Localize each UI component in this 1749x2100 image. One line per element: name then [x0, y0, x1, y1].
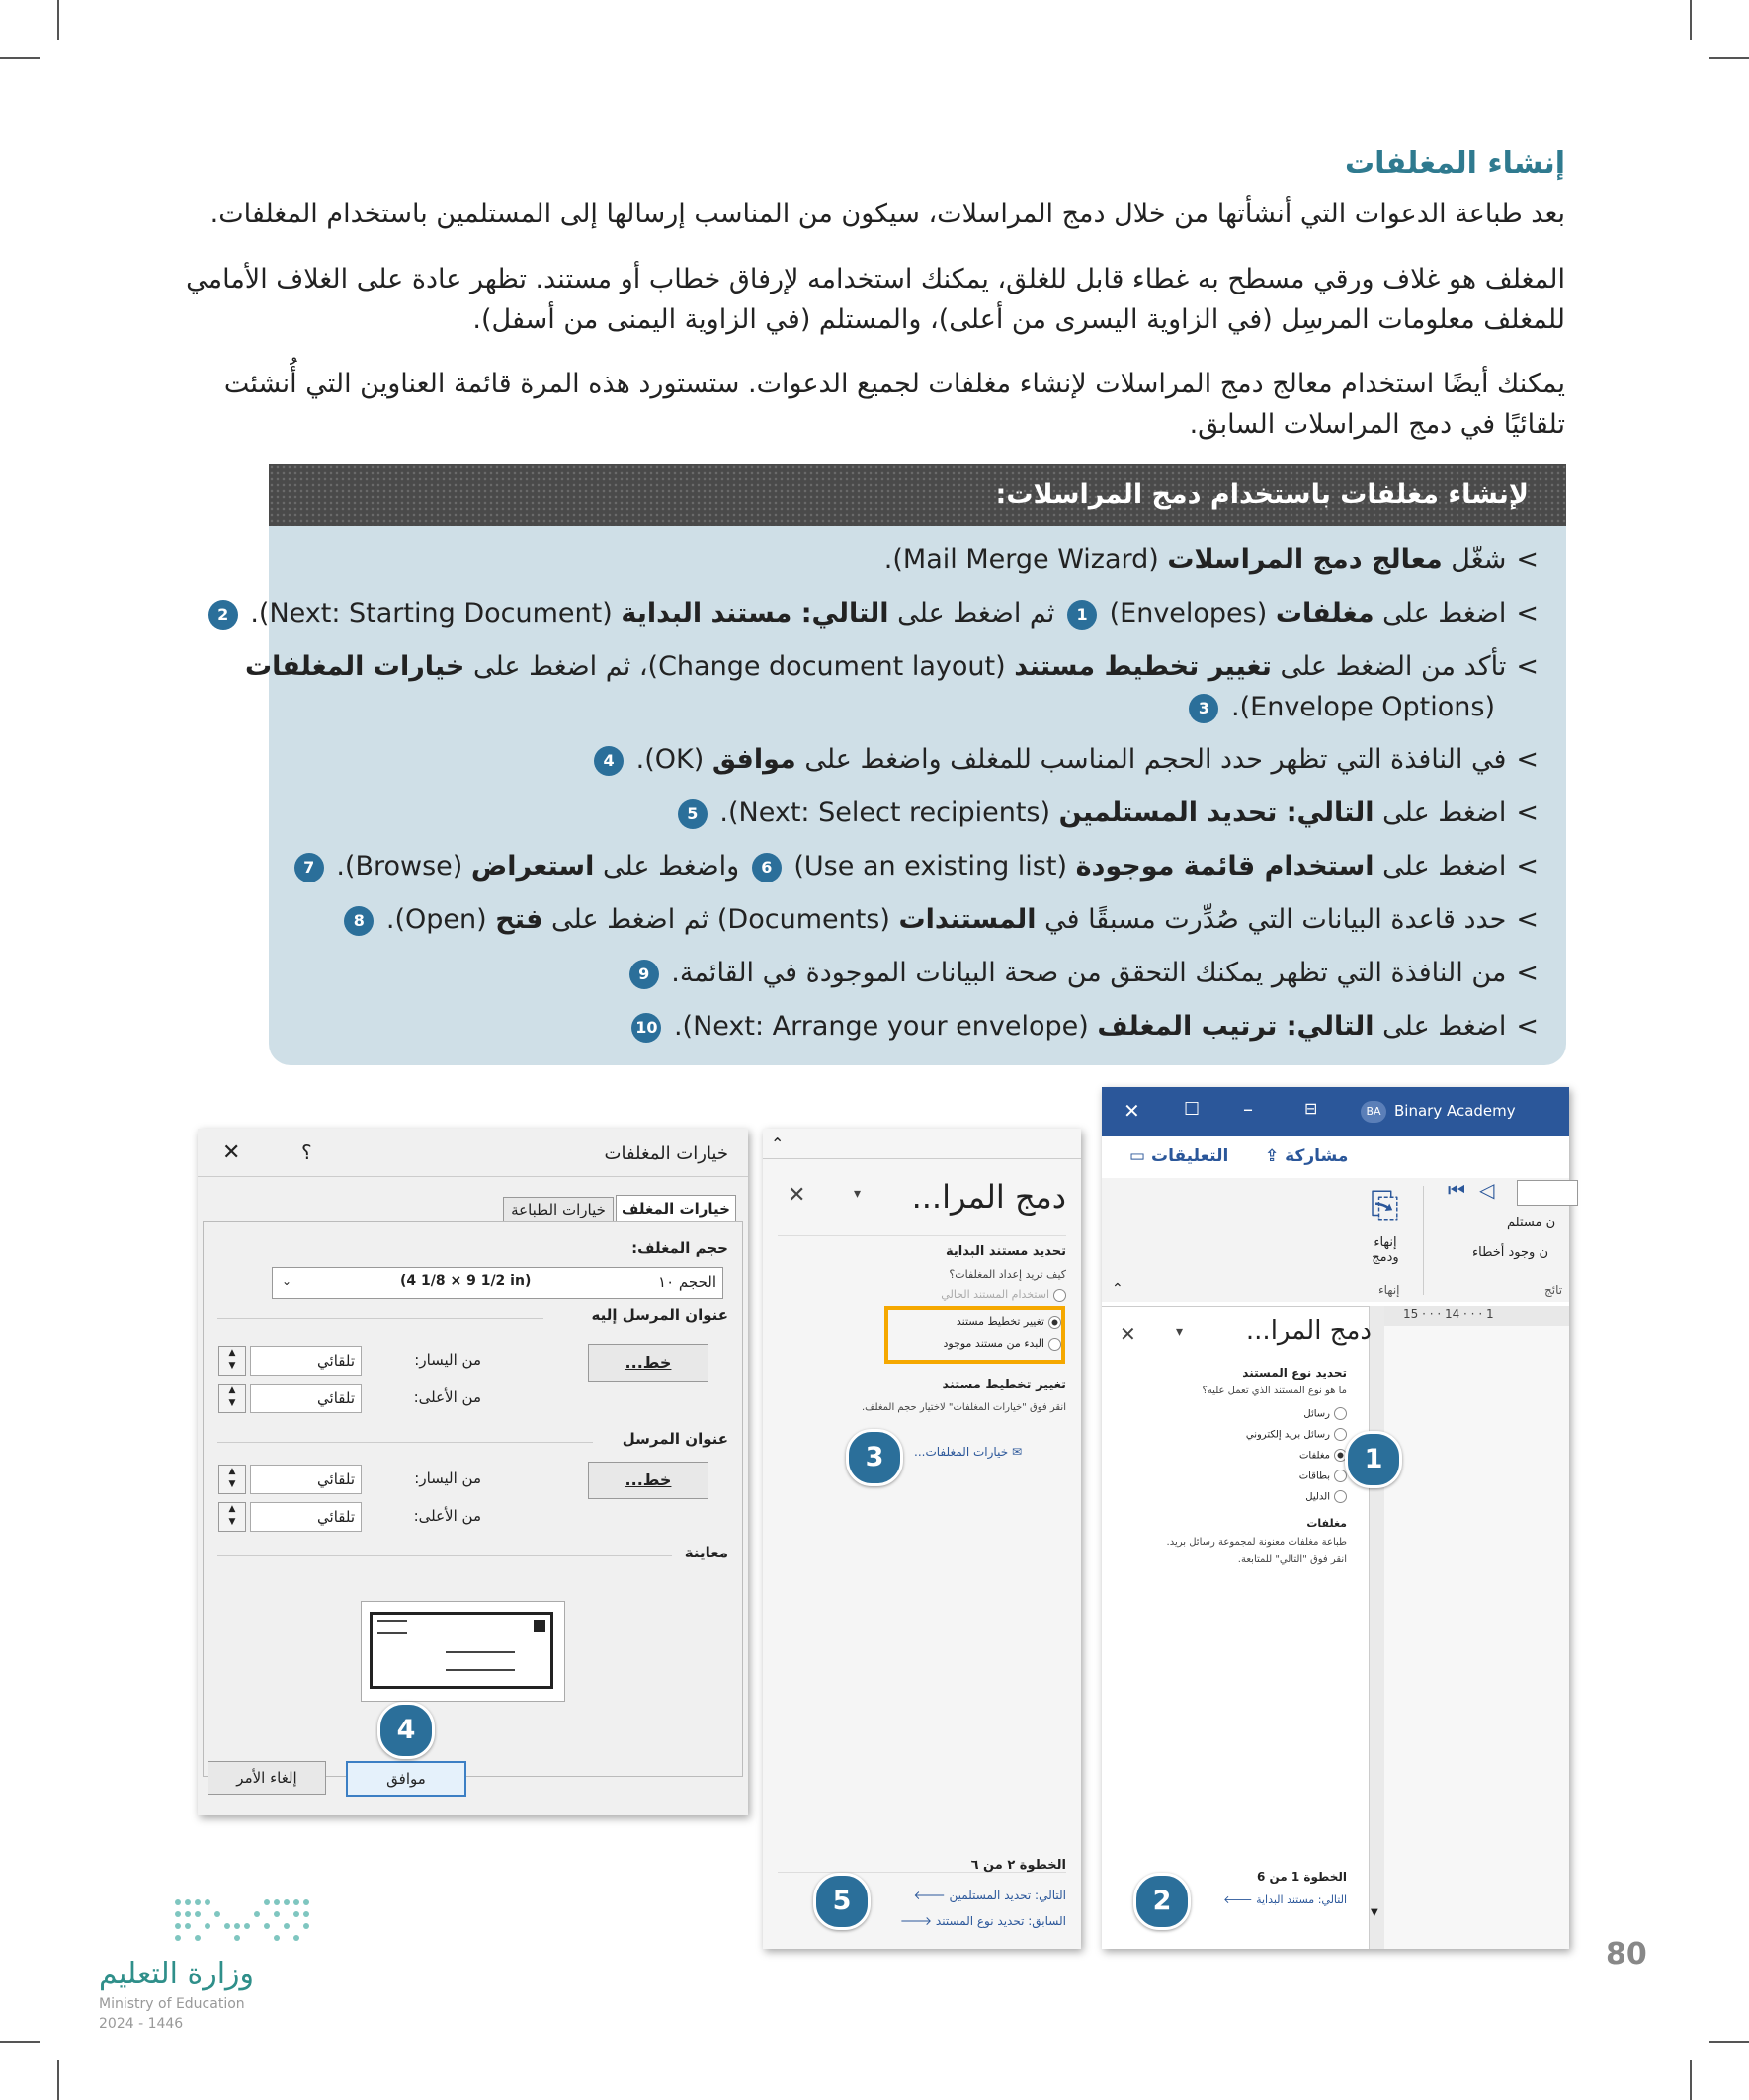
radio-button[interactable]: [1053, 1289, 1066, 1302]
share-label: مشاركة: [1285, 1146, 1349, 1166]
from-top-label: من الأعلى:: [413, 1507, 481, 1525]
cancel-button[interactable]: إلغاء الأمر: [208, 1761, 326, 1795]
radio-button[interactable]: [1334, 1490, 1347, 1503]
option-label: رسائل بريد إلكتروني: [1245, 1429, 1330, 1441]
step-text: (Documents) ثم اضغط على: [542, 904, 899, 935]
avatar[interactable]: BA: [1361, 1101, 1386, 1123]
step-bold: فتح: [495, 904, 543, 935]
step-text: (Envelope Options).: [1231, 692, 1495, 722]
arrow-left-icon: 🡐: [913, 1889, 946, 1902]
pane-close-icon[interactable]: ✕: [788, 1183, 806, 1208]
section-rule: [217, 1442, 593, 1443]
layout-option[interactable]: [941, 1288, 1066, 1302]
step-number-badge: 7: [294, 853, 324, 882]
check-errors-label: ن وجود أخطاء: [1472, 1245, 1549, 1260]
return-from-left-input[interactable]: تلقائي: [250, 1465, 362, 1494]
envelope-size-label: حجم المغلف:: [631, 1239, 728, 1257]
step-number-badge: 2: [208, 600, 238, 630]
doc-type-option-selected[interactable]: [1299, 1449, 1347, 1462]
step-6: [291, 846, 1539, 886]
step-indicator: الخطوة ٢ من ٦: [970, 1858, 1066, 1873]
step-bold: خيارات المغلفات: [244, 651, 465, 682]
tab-envelope-options[interactable]: خيارات المغلف: [616, 1195, 736, 1222]
crop-mark: [1690, 0, 1692, 40]
step-number-badge: 5: [678, 799, 708, 829]
step-text: اضغط على: [1374, 1011, 1507, 1042]
step-text: اضغط على: [1374, 598, 1507, 629]
step-text: تأكد من الضغط على: [1271, 651, 1507, 682]
scroll-down-icon[interactable]: ▼: [1371, 1907, 1378, 1918]
step-text: (Next: Starting Document).: [250, 598, 622, 629]
step-arrow: >: [1516, 651, 1539, 682]
comments-button[interactable]: [1129, 1146, 1228, 1166]
step-number-badge: 10: [631, 1013, 661, 1043]
minimize-icon[interactable]: –: [1243, 1097, 1253, 1121]
step-9: [627, 1006, 1539, 1047]
crop-mark: [57, 0, 59, 40]
envelope-options-link[interactable]: [914, 1445, 1022, 1459]
section-heading: إنشاء المغلفات: [1345, 146, 1565, 181]
arrow-right-icon: 🡒: [899, 1914, 933, 1928]
crop-mark: [1709, 2041, 1749, 2043]
step-arrow: >: [1516, 598, 1539, 629]
document-canvas: [1383, 1326, 1569, 1949]
doc-type-option[interactable]: [1299, 1470, 1347, 1482]
spinner-icon[interactable]: ▲ ▼: [218, 1465, 246, 1494]
step-arrow: >: [1516, 798, 1539, 828]
envelope-icon: ✉: [1011, 1445, 1022, 1459]
delivery-address-lines: [446, 1651, 515, 1671]
step-8: [625, 953, 1539, 993]
page-number: 80: [1606, 1937, 1647, 1972]
envelope-preview: [361, 1601, 565, 1702]
next-step-label: التالي: مستند البداية: [1256, 1893, 1347, 1906]
step-bold: استخدام قائمة موجودة: [1075, 851, 1374, 882]
step-bold: المستندات: [898, 904, 1037, 935]
next-step-link[interactable]: [913, 1888, 1066, 1902]
pane-section-title: تحديد مستند البداية: [946, 1244, 1066, 1259]
pane-question: ما هو نوع المستند الذي تعمل عليه؟: [1202, 1386, 1347, 1396]
radio-button[interactable]: [1334, 1407, 1347, 1420]
section-rule: [217, 1318, 543, 1319]
dialog-title: خيارات المغلفات: [604, 1143, 728, 1164]
step-bold: تغيير تخطيط مستند: [1014, 651, 1272, 682]
step-arrow: >: [1516, 744, 1539, 775]
step-text: (OK).: [635, 744, 712, 775]
collapse-ribbon-icon[interactable]: ⌃: [1112, 1281, 1124, 1297]
arrow-left-icon: 🡐: [1223, 1893, 1253, 1906]
step-5: [674, 793, 1539, 833]
step-text: اضغط على: [1374, 798, 1507, 828]
step-bold: مغلفات: [1275, 598, 1374, 629]
step-3: [245, 646, 1539, 687]
option-label: الدليل: [1305, 1491, 1330, 1503]
step-text: (Open).: [385, 904, 496, 935]
finish-merge-icon: ⎘: [1371, 1186, 1399, 1226]
doc-type-option[interactable]: [1305, 1490, 1347, 1503]
option-label: رسائل: [1303, 1408, 1330, 1420]
option-label: البدء من مستند موجود: [943, 1337, 1044, 1350]
preview-label: معاينة: [684, 1544, 728, 1561]
delivery-from-top-input[interactable]: تلقائي: [250, 1384, 362, 1413]
finish-group-label: إنهاء: [1378, 1283, 1400, 1297]
step-arrow: >: [1516, 851, 1539, 882]
doc-type-option[interactable]: [1246, 1428, 1347, 1441]
step-text: اضغط على: [1374, 851, 1507, 882]
doc-type-option[interactable]: [1303, 1407, 1347, 1420]
callout-4: 4: [377, 1702, 435, 1759]
step-2: [205, 593, 1539, 633]
step-text: (Next: Arrange your envelope).: [673, 1011, 1098, 1042]
callout-2: 2: [1133, 1873, 1191, 1930]
first-record-icon[interactable]: ⏮: [1448, 1178, 1465, 1202]
radio-button[interactable]: [1048, 1338, 1061, 1351]
callout-5: 5: [813, 1873, 871, 1930]
delivery-font-button[interactable]: خط...: [588, 1344, 708, 1382]
step-text: (Next: Select recipients).: [719, 798, 1059, 828]
record-number-input[interactable]: [1517, 1180, 1578, 1206]
step-arrow: >: [1516, 958, 1539, 988]
radio-button[interactable]: [1334, 1470, 1347, 1482]
step-bold: استعراض: [470, 851, 595, 882]
maximize-icon[interactable]: ☐: [1184, 1099, 1201, 1120]
step-bold: موافق: [711, 744, 796, 775]
academic-year: 2024 - 1446: [99, 2016, 184, 2032]
ribbon: [1102, 1178, 1569, 1302]
radio-button-selected[interactable]: [1048, 1316, 1061, 1329]
step-7: [340, 899, 1539, 940]
layout-option[interactable]: [943, 1337, 1061, 1351]
results-group-label: تائج: [1544, 1283, 1563, 1297]
spinner-icon[interactable]: ▲ ▼: [218, 1346, 246, 1376]
step-arrow: >: [1516, 904, 1539, 935]
section-rule: [217, 1555, 672, 1556]
envelope-size-value: الحجم ١٠: [658, 1273, 716, 1291]
dialog-help-icon[interactable]: ؟: [301, 1140, 312, 1164]
pane-section-title: مغلفات: [1306, 1517, 1347, 1530]
from-left-label: من اليسار:: [414, 1470, 481, 1487]
crop-mark: [1690, 2060, 1692, 2100]
ribbon-divider: [1423, 1186, 1424, 1295]
step-text: شغّل: [1442, 545, 1507, 575]
share-icon: ⇪: [1265, 1146, 1280, 1166]
ruler-scale: 15 · · · 14 · · · 1: [1403, 1307, 1494, 1321]
step-indicator: الخطوة 1 من 6: [1256, 1870, 1347, 1884]
step-bold: معالج دمج المراسلات: [1167, 545, 1443, 575]
step-4: [590, 739, 1539, 780]
delivery-from-left-input[interactable]: تلقائي: [250, 1346, 362, 1376]
spinner-icon[interactable]: ▲ ▼: [218, 1502, 246, 1532]
step-number-badge: 6: [752, 853, 782, 882]
return-from-top-input[interactable]: تلقائي: [250, 1502, 362, 1532]
step-text: (Change document layout)، ثم اضغط على: [464, 651, 1015, 682]
instruction-box-title: لإنشاء مغلفات باستخدام دمج المراسلات:: [269, 464, 1566, 526]
step-text: من النافذة التي تظهر يمكنك التحقق من صحة البيانات الموجودة في القائمة.: [671, 958, 1507, 988]
option-label: مغلفات: [1298, 1450, 1330, 1462]
option-label: استخدام المستند الحالي: [941, 1288, 1049, 1301]
step-1: [884, 540, 1539, 580]
next-step-label: التالي: تحديد المستلمين: [949, 1889, 1066, 1902]
pane-description: انقر فوق "خيارات المغلفات" لاختيار حجم المغلف.: [861, 1402, 1066, 1413]
prev-step-link[interactable]: [900, 1913, 1066, 1928]
close-icon[interactable]: ✕: [1124, 1099, 1140, 1123]
from-top-label: من الأعلى:: [413, 1388, 481, 1406]
ministry-name-english: Ministry of Education: [99, 1996, 245, 2012]
step-bold: التالي: مستند البداية: [621, 598, 889, 629]
next-step-link[interactable]: [1223, 1892, 1347, 1906]
pane-close-icon[interactable]: ✕: [1120, 1322, 1136, 1346]
step-number-badge: 3: [1189, 694, 1218, 723]
from-left-label: من اليسار:: [414, 1351, 481, 1369]
collapse-icon[interactable]: ⌃: [771, 1134, 785, 1153]
paragraph: المغلف هو غلاف ورقي مسطح به غطاء قابل للغلق، يمكنك استخدامه لإرفاق خطاب أو مستند. تظهر عادة على الغلاف الأمامي للمغلف معلومات المرسِل (في الزاوية اليسرى من أعلى)، والمستلم (في الزاوية اليمنى من أسفل).: [186, 264, 1565, 335]
step-text: (Envelopes): [1101, 598, 1276, 629]
callout-3: 3: [846, 1429, 903, 1486]
pane-question: كيف تريد إعداد المغلفات؟: [949, 1268, 1066, 1281]
step-number-badge: 9: [629, 960, 659, 989]
spinner-icon[interactable]: ▲ ▼: [218, 1384, 246, 1413]
pane-title: دمج المرا...: [1245, 1316, 1372, 1346]
account-name: Binary Academy: [1394, 1102, 1516, 1120]
comments-label: التعليقات: [1150, 1146, 1229, 1166]
prev-step-label: السابق: تحديد نوع المستند: [935, 1914, 1066, 1928]
pane-divider: [1102, 1306, 1369, 1307]
pane-top-border: [763, 1158, 1081, 1159]
pane-section-title: تغيير تخطيط مستند: [942, 1378, 1066, 1392]
paragraph: بعد طباعة الدعوات التي أنشأتها من خلال دمج المراسلات، سيكون من المناسب إرسالها إلى المستلمين باستخدام المغلفات.: [209, 199, 1565, 229]
return-address-label: عنوان المرسل: [622, 1430, 728, 1448]
dropdown-chevron-icon[interactable]: ⌄: [282, 1274, 292, 1288]
step-text: واضغط على: [594, 851, 740, 882]
vertical-scrollbar[interactable]: [1369, 1306, 1384, 1949]
return-font-button[interactable]: خط...: [588, 1462, 708, 1499]
comment-icon: ▭: [1129, 1146, 1146, 1166]
step-text: ثم اضغط على: [888, 598, 1055, 629]
pane-hint: انقر فوق "التالي" للمتابعة.: [1237, 1554, 1347, 1565]
paragraph: يمكنك أيضًا استخدام معالج دمج المراسلات لإنشاء مغلفات لجميع الدعوات. ستستورد هذه المرة قائمة العناوين التي أُنشئت تلقائيًا في دمج المراسلات السابق.: [223, 369, 1565, 440]
step-text: (Mail Merge Wizard).: [883, 545, 1168, 575]
return-address-lines: [377, 1620, 407, 1634]
pane-menu-icon[interactable]: ▾: [854, 1186, 862, 1202]
instruction-box: [217, 464, 1566, 1065]
step-text: في النافذة التي تظهر حدد الحجم المناسب للمغلف واضغط على: [795, 744, 1507, 775]
step-number-badge: 4: [594, 746, 624, 776]
step-text: (Browse).: [336, 851, 471, 882]
step-3-continued: [1185, 687, 1495, 727]
step-bold: التالي: تحديد المستلمين: [1058, 798, 1374, 828]
stamp-shape: [534, 1620, 545, 1632]
radio-button[interactable]: [1334, 1428, 1347, 1441]
option-label: تغيير تخطيط مستند: [956, 1315, 1044, 1328]
crop-mark: [0, 2041, 40, 2043]
layout-option-selected[interactable]: [957, 1315, 1061, 1329]
step-arrow: >: [1516, 1011, 1539, 1042]
pane-description: طباعة مغلفات معنونة لمجموعة رسائل بريد.: [1166, 1537, 1347, 1548]
envelope-options-dialog-screenshot: [198, 1129, 748, 1815]
envelope-options-label: خيارات المغلفات...: [914, 1445, 1009, 1459]
dialog-close-icon[interactable]: ✕: [222, 1140, 241, 1165]
crop-mark: [57, 2060, 59, 2100]
finish-merge-button[interactable]: إنهاء ودمج: [1372, 1235, 1399, 1265]
delivery-address-label: عنوان المرسل إليه: [591, 1306, 728, 1324]
mail-merge-pane-screenshot: [763, 1129, 1081, 1949]
tab-printing-options[interactable]: خيارات الطباعة: [503, 1197, 614, 1221]
pane-title: دمج المرا...: [911, 1178, 1066, 1216]
word-window-screenshot: [1102, 1087, 1569, 1949]
ministry-logo-icon: [173, 1897, 321, 1945]
step-number-badge: 8: [344, 906, 374, 936]
step-text: حدد قاعدة البيانات التي صُدِّرت مسبقًا في: [1036, 904, 1507, 935]
step-arrow: >: [1516, 545, 1539, 575]
pane-menu-icon[interactable]: ▾: [1176, 1324, 1184, 1340]
title-bar-bottom: [198, 1176, 748, 1177]
crop-mark: [1709, 57, 1749, 59]
option-label: بطاقات: [1298, 1470, 1330, 1482]
step-text: (Use an existing list): [785, 851, 1076, 882]
find-recipient-label: ن مستلم: [1507, 1216, 1556, 1230]
share-button[interactable]: [1265, 1146, 1348, 1166]
ribbon-display-icon[interactable]: ⊟: [1304, 1099, 1318, 1118]
callout-1: 1: [1345, 1431, 1402, 1488]
ok-button[interactable]: موافق: [346, 1761, 466, 1797]
prev-record-icon[interactable]: ◁: [1479, 1178, 1495, 1202]
step-bold: التالي: ترتيب المغلف: [1097, 1011, 1374, 1042]
crop-mark: [0, 57, 40, 59]
pane-section-title: تحديد نوع المستند: [1242, 1366, 1347, 1380]
ministry-name-arabic: وزارة التعليم: [99, 1957, 255, 1991]
step-number-badge: 1: [1067, 600, 1097, 630]
pane-divider: [778, 1235, 1066, 1236]
envelope-size-dimensions: (4 1/8 × 9 1/2 in): [400, 1273, 532, 1289]
